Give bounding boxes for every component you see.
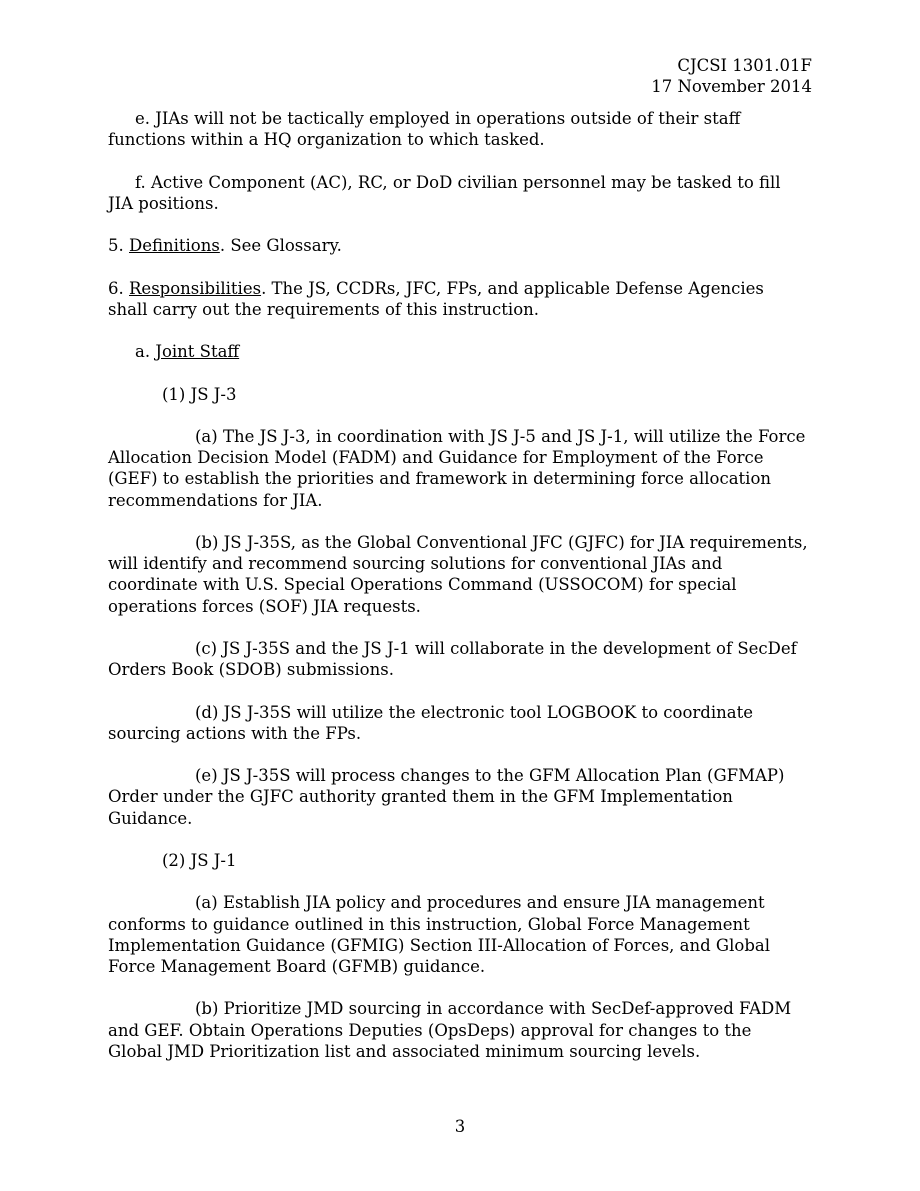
document-header [651,55,812,97]
document-body [108,108,808,1083]
subparagraph-2-heading: (2) JS J-1 [162,850,237,870]
section-title-definitions: Definitions [129,236,220,256]
subparagraph-1a: (a) The JS J-3, in coordination with JS J-5 and JS J-1, will utilize the Force Allocation Decision Model (FADM) and Guidance for Employment of the Force (GEF) to establish the priorities and framework in determining force allocation recommendations for JIA. [108,426,806,510]
section-title-responsibilities: Responsibilities [129,278,262,298]
paragraph-e: e. JIAs will not be tactically employed in operations outside of their staff functions within a HQ organization to which tasked. [108,109,741,150]
subparagraph-1-heading: (1) JS J-3 [162,384,237,404]
subparagraph-2a: (a) Establish JIA policy and procedures and ensure JIA management conforms to guidance outlined in this instruction, Global Force Management Implementation Guidance (GFMIG) Section III-Allocation of Forces, and Global Force Management Board (GFMB) guidance. [108,893,770,976]
paragraph-f: f. Active Component (AC), RC, or DoD civilian personnel may be tasked to fill JIA positions. [108,172,781,213]
subparagraph-1c: (c) JS J-35S and the JS J-1 will collaborate in the development of SecDef Orders Book (SDOB) submissions. [108,638,797,680]
paragraph-number: 5. [108,236,129,256]
paragraph-6-responsibilities [108,278,808,320]
paragraph-a-joint-staff [108,341,808,362]
subparagraph-1b: (b) JS J-35S, as the Global Conventional JFC (GJFC) for JIA requirements, will identify and recommend sourcing solutions for conventional JIAs and coordinate with U.S. Special Operations Command (USSOCOM) for special operations forces (SOF) JIA requests. [108,532,808,616]
page-number: 3 [454,1117,466,1136]
paragraph-number: a. [135,342,156,362]
section-title-joint-staff: Joint Staff [155,342,240,362]
subparagraph-2b: (b) Prioritize JMD sourcing in accordance with SecDef-approved FADM and GEF. Obtain Operations Deputies (OpsDeps) approval for changes to the Global JMD Prioritization list and associated minimum sourcing levels. [108,999,792,1061]
paragraph-text: . The JS, CCDRs, JFC, FPs, and applicable Defense Agencies shall carry out the requirements of this instruction. [108,278,764,319]
subparagraph-1d: (d) JS J-35S will utilize the electronic tool LOGBOOK to coordinate sourcing actions with the FPs. [108,702,753,743]
paragraph-number: 6. [108,278,129,298]
document-id: CJCSI 1301.01F [677,56,812,75]
paragraph-5-definitions [108,235,808,256]
document-date: 17 November 2014 [651,77,812,96]
subparagraph-1e: (e) JS J-35S will process changes to the GFM Allocation Plan (GFMAP) Order under the GJFC authority granted them in the GFM Implementation Guidance. [108,766,785,828]
paragraph-text: . See Glossary. [219,236,342,256]
